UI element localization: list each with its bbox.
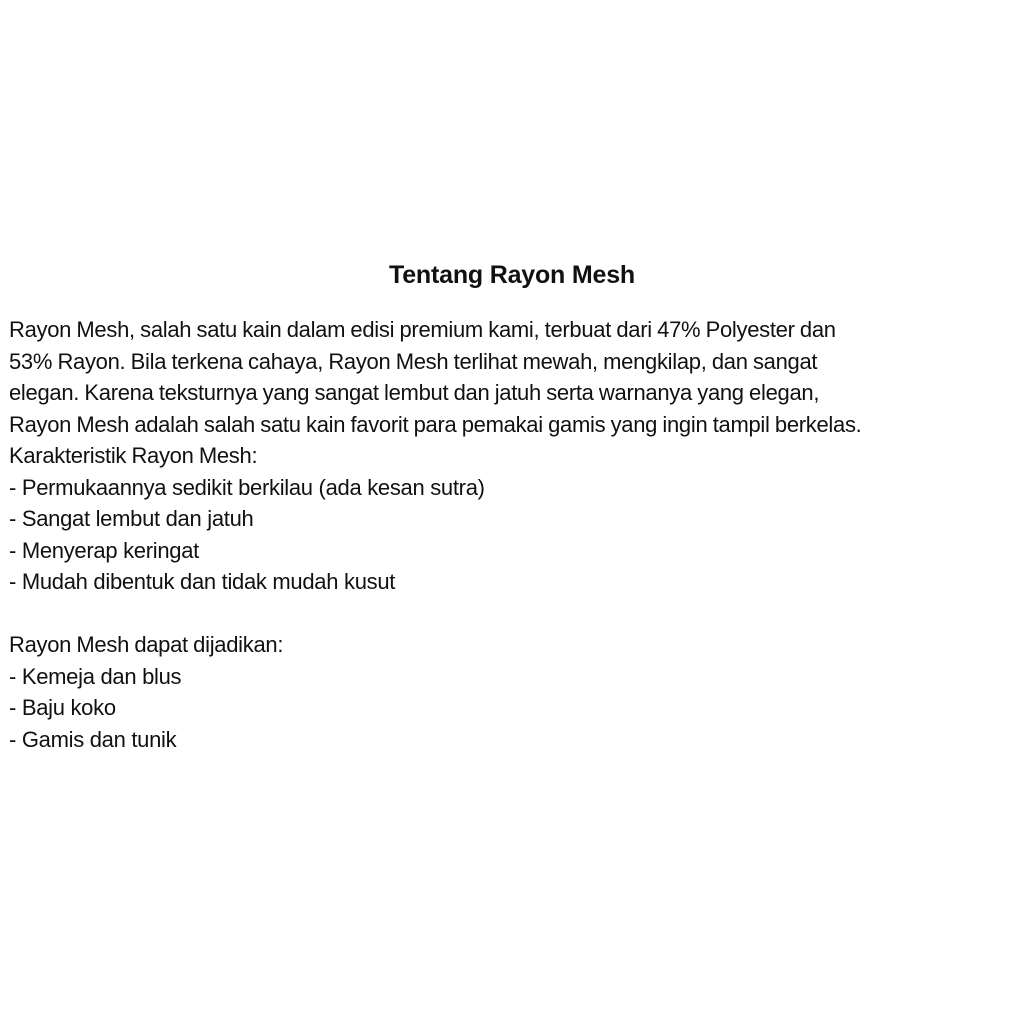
uses-list [9, 661, 1015, 756]
list-item: - Sangat lembut dan jatuh [9, 506, 254, 531]
list-item: - Gamis dan tunik [9, 726, 177, 752]
uses-heading: Rayon Mesh dapat dijadikan: [9, 632, 284, 657]
list-item: - Permukaannya sedikit berkilau (ada kesan sutra) [9, 474, 485, 500]
characteristics-list [9, 472, 1015, 598]
intro-line: Rayon Mesh adalah salah satu kain favorit para pemakai gamis yang ingin tampil berkelas. [9, 411, 862, 437]
characteristics-heading: Karakteristik Rayon Mesh: [9, 443, 258, 468]
list-item: - Mudah dibentuk dan tidak mudah kusut [9, 569, 396, 594]
list-item: - Menyerap keringat [9, 537, 199, 563]
product-description [9, 256, 1015, 755]
list-item: - Baju koko [9, 695, 116, 720]
intro-line: elegan. Karena teksturnya yang sangat lembut dan jatuh serta warnanya yang elegan, [9, 380, 820, 405]
list-item: - Kemeja dan blus [9, 663, 182, 689]
section-spacer [9, 598, 1015, 630]
intro-line: Rayon Mesh, salah satu kain dalam edisi premium kami, terbuat dari 47% Polyester dan [9, 317, 836, 342]
intro-line: 53% Rayon. Bila terkena cahaya, Rayon Mesh terlihat mewah, mengkilap, dan sangat [9, 348, 818, 374]
intro-paragraph [9, 314, 1015, 440]
document-title: Tentang Rayon Mesh [389, 261, 635, 289]
